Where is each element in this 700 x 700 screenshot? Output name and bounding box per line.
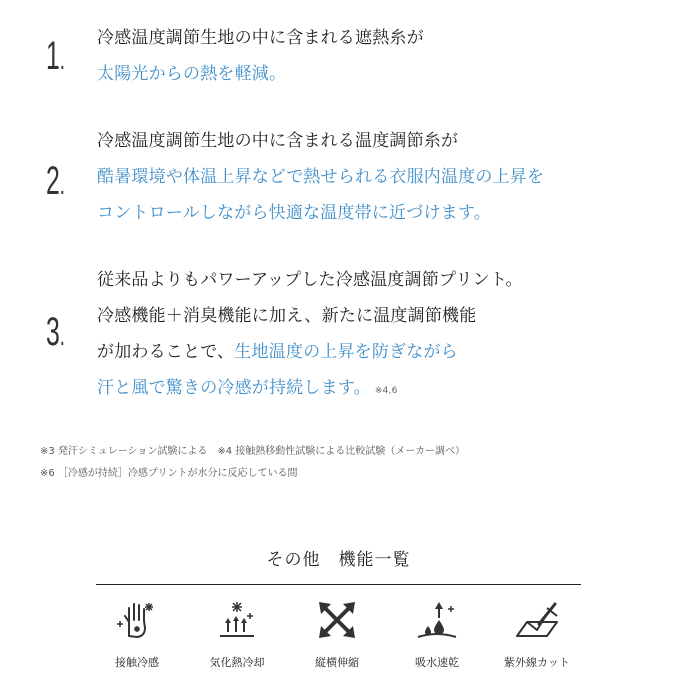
stretch-arrows-icon [315, 600, 359, 640]
item-number: 3. [46, 310, 65, 354]
feature-icons [92, 600, 612, 680]
item-line: 冷感温度調節生地の中に含まれる温度調節糸が [97, 131, 459, 151]
feature-uv-cut [492, 600, 582, 670]
feature-label: 接触冷感 [115, 656, 159, 669]
item-line: コントロールしながら快適な温度帯に近づけます。 [97, 203, 491, 223]
feature-label: 気化熱冷却 [209, 656, 265, 669]
item-line-part: 生地温度の上昇を防ぎながら [234, 342, 458, 362]
feature-label: 吸水速乾 [415, 656, 459, 669]
item-line: 冷感温度調節生地の中に含まれる遮熱糸が [97, 28, 424, 48]
feature-evaporative-cooling [192, 600, 282, 670]
item-number: 2. [46, 159, 65, 203]
item-number: 1. [46, 34, 65, 78]
feature-label: 紫外線カット [504, 656, 570, 669]
divider [96, 584, 581, 585]
item-line: 酷暑環境や体温上昇などで熱せられる衣服内温度の上昇を [97, 167, 545, 187]
feature-stretch [292, 600, 382, 670]
item-line: 太陽光からの熱を軽減。 [97, 64, 287, 84]
item-line-part: が加わることで、 [97, 342, 235, 362]
item-line-part: 汗と風で驚きの冷感が持続します。 [97, 378, 371, 398]
item-line [97, 334, 523, 370]
feature-quick-dry [392, 600, 482, 670]
item-line [97, 370, 523, 406]
feature-contact-cool [92, 600, 182, 670]
footnote: ※6 ［冷感が持続］冷感プリントが水分に反応している間 [40, 468, 298, 479]
water-absorb-icon [415, 600, 459, 640]
footnotes [40, 441, 465, 485]
evaporation-snowflake-icon [215, 600, 259, 640]
hand-snowflake-icon [115, 600, 159, 640]
feature-label: 縦横伸縮 [315, 656, 359, 669]
other-functions-title: その他 機能一覧 [266, 550, 411, 570]
item-line: 従来品よりもパワーアップした冷感温度調節プリント。 [97, 270, 523, 290]
footnote-reference: ※4,6 [374, 386, 398, 396]
item-line: 冷感機能＋消臭機能に加え、新たに温度調節機能 [97, 306, 477, 326]
uv-cut-icon [513, 600, 561, 640]
footnote: ※3 発汗シミュレーション試験による ※4 接触熱移動性試験による比較試験（メーカー調べ） [40, 446, 466, 457]
